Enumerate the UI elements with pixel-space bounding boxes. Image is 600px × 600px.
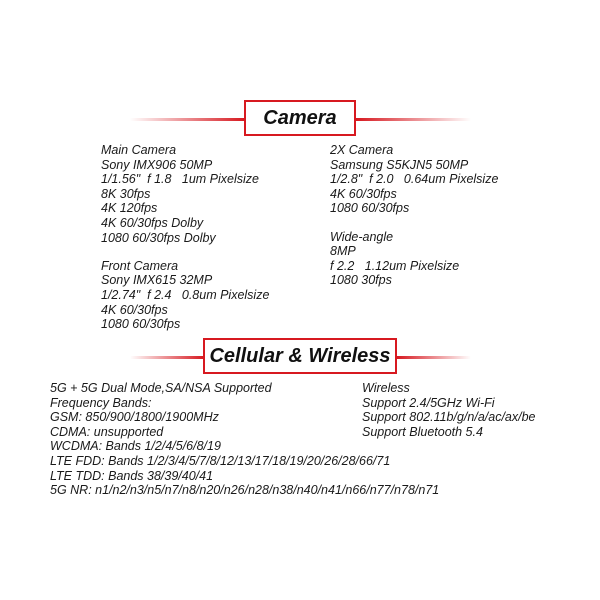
wireless-heading: Wireless — [362, 381, 410, 395]
camera-divider-left — [130, 118, 245, 121]
tele-camera-heading: 2X Camera — [330, 143, 394, 157]
front-camera-specs — [101, 259, 269, 332]
cellular-title: Cellular & Wireless — [203, 338, 397, 374]
wide-camera-sensor: 8MP — [330, 244, 356, 259]
wide-camera-video: 1080 30fps — [330, 273, 392, 288]
camera-right-column — [330, 143, 498, 288]
tele-camera-video-1080: 1080 60/30fps — [330, 201, 410, 216]
tele-camera-specs — [330, 143, 498, 216]
camera-divider-right — [356, 118, 471, 121]
front-camera-video-1080: 1080 60/30fps — [101, 317, 181, 332]
5g-nr-bands: 5G NR: n1/n2/n3/n5/n7/n8/n20/n26/n28/n38/n40/n41/n66/n77/n78/n71 — [50, 483, 440, 498]
bluetooth-support: Support Bluetooth 5.4 — [362, 424, 483, 439]
wide-camera-heading: Wide-angle — [330, 229, 394, 244]
camera-title: Camera — [244, 100, 356, 136]
lte-tdd-bands: LTE TDD: Bands 38/39/40/41 — [50, 468, 214, 483]
gsm-bands: GSM: 850/900/1800/1900MHz — [50, 410, 219, 425]
front-camera-sensor: Sony IMX615 32MP — [101, 273, 213, 288]
cellular-section-header — [0, 338, 600, 378]
tele-camera-video-4k: 4K 60/30fps — [330, 186, 397, 201]
main-camera-specs — [101, 143, 269, 245]
front-camera-optics: 1/2.74" f 2.4 0.8um Pixelsize — [101, 287, 270, 302]
wcdma-bands: WCDMA: Bands 1/2/4/5/6/8/19 — [50, 439, 221, 454]
main-camera-video-4k-dolby: 4K 60/30fps Dolby — [101, 215, 204, 230]
cellular-right-column — [362, 381, 536, 439]
camera-section-header — [0, 100, 600, 140]
wifi-standard-support: Support 802.11b/g/n/a/ac/ax/be — [362, 410, 536, 425]
tele-camera-sensor: Samsung S5KJN5 50MP — [330, 157, 469, 172]
wifi-band-support: Support 2.4/5GHz Wi-Fi — [362, 395, 495, 410]
camera-left-column — [101, 143, 269, 332]
lte-fdd-bands: LTE FDD: Bands 1/2/3/4/5/7/8/12/13/17/18/19/20/26/28/66/71 — [50, 453, 391, 468]
main-camera-video-8k: 8K 30fps — [101, 186, 151, 201]
main-camera-optics: 1/1.56" f 1.8 1um Pixelsize — [101, 172, 259, 187]
front-camera-heading: Front Camera — [101, 258, 179, 273]
main-camera-heading: Main Camera — [101, 143, 177, 157]
tele-camera-optics: 1/2.8" f 2.0 0.64um Pixelsize — [330, 172, 499, 187]
wide-camera-optics: f 2.2 1.12um Pixelsize — [330, 258, 460, 273]
network-mode: 5G + 5G Dual Mode,SA/NSA Supported — [50, 381, 272, 395]
wide-camera-specs — [330, 230, 498, 288]
main-camera-video-4k120: 4K 120fps — [101, 201, 158, 216]
main-camera-video-1080-dolby: 1080 60/30fps Dolby — [101, 230, 216, 245]
cellular-divider-right — [397, 356, 471, 359]
cdma-bands: CDMA: unsupported — [50, 424, 164, 439]
front-camera-video-4k: 4K 60/30fps — [101, 302, 168, 317]
frequency-bands-label: Frequency Bands: — [50, 395, 152, 410]
main-camera-sensor: Sony IMX906 50MP — [101, 157, 213, 172]
cellular-divider-left — [130, 356, 204, 359]
